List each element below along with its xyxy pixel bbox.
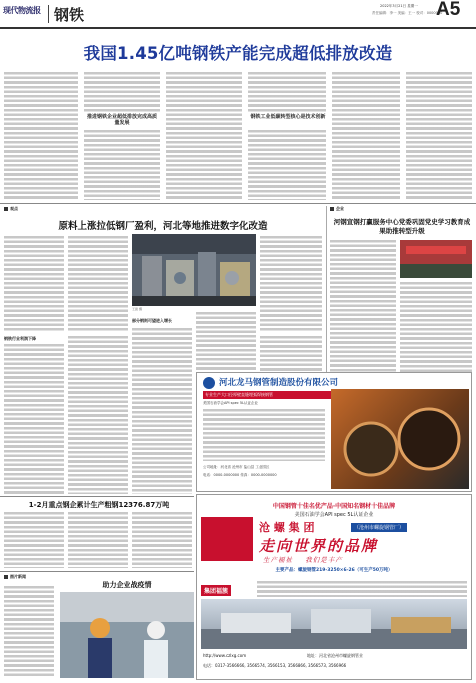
- vp-col-2b: [68, 336, 128, 494]
- ad-canglue-addr: 地址：河北省沧州市螺旋钢管业: [307, 653, 363, 658]
- lead-col-6: [406, 72, 472, 200]
- inline-head-label: 部分钢则可望进入增长: [132, 318, 172, 323]
- vp-col-2: [68, 236, 128, 332]
- tag-square-icon: [4, 207, 8, 211]
- photo-news-text: [4, 586, 54, 678]
- lead-subhead-2: 钢铁工业低碳转型核心是技术创新: [250, 114, 326, 120]
- fight-epidemic-headline: 助力企业战疫情: [102, 581, 152, 589]
- crude-steel-headline: 1-2月重点钢企累计生产粗钢12376.87万吨: [28, 501, 170, 509]
- enterprise-headline: 河钢宣钢打赢服务中心党委巩固党史学习教育成果助推转型升级: [333, 218, 471, 235]
- photo-news-label: 图片新闻: [10, 574, 26, 579]
- worker-photo: [60, 592, 194, 678]
- cs-col-3: [132, 512, 192, 568]
- cs-col-2: [68, 512, 128, 568]
- column-divider: [326, 206, 327, 372]
- issue-date: 2022年3月21日 星期一: [380, 4, 418, 8]
- lower-rule-2: [0, 571, 194, 572]
- lead-col-3: [166, 72, 242, 200]
- ad-canglue-factory-photo: [201, 599, 467, 649]
- inline-head-growth: [132, 318, 172, 324]
- photo-caption: 王振 摄: [132, 307, 142, 311]
- ad-longma-pipe-photo: [331, 389, 469, 489]
- cs-col-1: [4, 512, 64, 568]
- ad-canglue-brand: 沧 螺 集 团: [259, 521, 315, 534]
- photo-news-tag: [4, 574, 26, 580]
- ad-longma-slogan: 专业生产大口径厚壁直缝埋弧焊接钢管: [203, 391, 333, 399]
- section-tag-enterprise: [330, 206, 344, 212]
- masthead-name: 现代物流报: [3, 5, 41, 15]
- ad-canglue-group-label: 集团福簇: [201, 585, 231, 596]
- page-number: A5: [436, 0, 461, 20]
- lead-col-4b: [248, 130, 326, 200]
- ad-canglue-details: [257, 581, 467, 597]
- inline-head-profit-decline: [4, 336, 36, 342]
- ent-col-1: [330, 240, 396, 372]
- ad-canglue-site[interactable]: http://www.czlxg.com: [203, 653, 247, 658]
- section-tag-viewpoint: [4, 206, 18, 212]
- section-title: 钢铁: [54, 6, 85, 24]
- ad-canglue-top: 中国钢管十佳名优产品·中国知名钢材十佳品牌: [272, 503, 396, 510]
- vp-col-4b: [196, 312, 256, 372]
- ad-canglue-motto: 生产福祉 我们是丰产: [263, 556, 343, 564]
- ent-col-2: [400, 282, 472, 372]
- ad-longma-phone: 电话：0000-0000000 传真：0000-0000000: [203, 473, 277, 477]
- lead-subhead-1: 推进钢铁企业超低排放完成高质量发展: [86, 114, 157, 126]
- lead-col-1: [4, 72, 78, 200]
- lead-col-2: [84, 72, 160, 112]
- lead-col-5: [332, 72, 400, 200]
- editor-info: 责任编辑：李一 美编：王一 校对：0000000: [372, 11, 443, 15]
- rally-illustration: [400, 240, 472, 278]
- ad-canglue-logo: [201, 517, 253, 561]
- section-tag-label: 企业: [336, 206, 344, 211]
- lead-headline: 我国1.45亿吨钢铁产能完成超低排放改造: [83, 44, 393, 63]
- steel-warehouse-photo: [132, 234, 256, 306]
- masthead-rule: [0, 27, 476, 29]
- ad-longma-cert: 美国石油学会API spec 5L认证企业: [203, 401, 259, 405]
- worker-illustration: [60, 592, 194, 678]
- ad-longma: [196, 372, 472, 492]
- section-divider: [48, 5, 49, 23]
- inline-head-label: 钢铁行业利润下降: [4, 336, 36, 341]
- warehouse-illustration: [132, 234, 256, 306]
- ad-longma-address: 公司地址：河北省 沧州市 盐山县 工业园区: [203, 465, 270, 469]
- ad-canglue-slogan: 走向世界的品牌: [259, 537, 379, 555]
- ad-longma-details: [203, 409, 325, 461]
- factory-illustration: [201, 599, 467, 649]
- lead-col-2b: [84, 130, 160, 200]
- lower-rule: [0, 496, 194, 497]
- ad-canglue-brand-sub: （沧州市螺旋钢管厂）: [351, 523, 407, 532]
- section-tag-label: 观点: [10, 206, 18, 211]
- ad-canglue-cert: 美国石油学会API spec 5L认证企业: [294, 512, 374, 518]
- steel-pipe-illustration: [331, 389, 469, 489]
- ad-canglue: [196, 494, 472, 680]
- ad-longma-title: 河北龙马钢管制造股份有限公司: [219, 378, 339, 388]
- tag-square-icon: [330, 207, 334, 211]
- vp-col-1: [4, 236, 64, 332]
- lead-col-4: [248, 72, 326, 112]
- lead-bottom-rule: [0, 203, 476, 204]
- vp-col-1b: [4, 344, 64, 494]
- ad-longma-logo: [203, 377, 215, 389]
- ad-canglue-tel: 电话：0317-3566666, 3566574, 3566153, 3566866, 3566573, 3566966: [203, 663, 347, 668]
- viewpoint-headline: 原料上涨拉低钢厂盈利，河北等地推进数字化改造: [58, 221, 268, 232]
- tag-square-icon: [4, 575, 8, 579]
- vp-col-3: [260, 236, 322, 332]
- vp-col-3b: [132, 328, 192, 494]
- ad-canglue-desc: 主要产品：螺旋钢管219-3250×6-26（可生产50万吨）: [275, 568, 393, 573]
- vp-col-5b: [260, 336, 322, 372]
- rally-photo: [400, 240, 472, 278]
